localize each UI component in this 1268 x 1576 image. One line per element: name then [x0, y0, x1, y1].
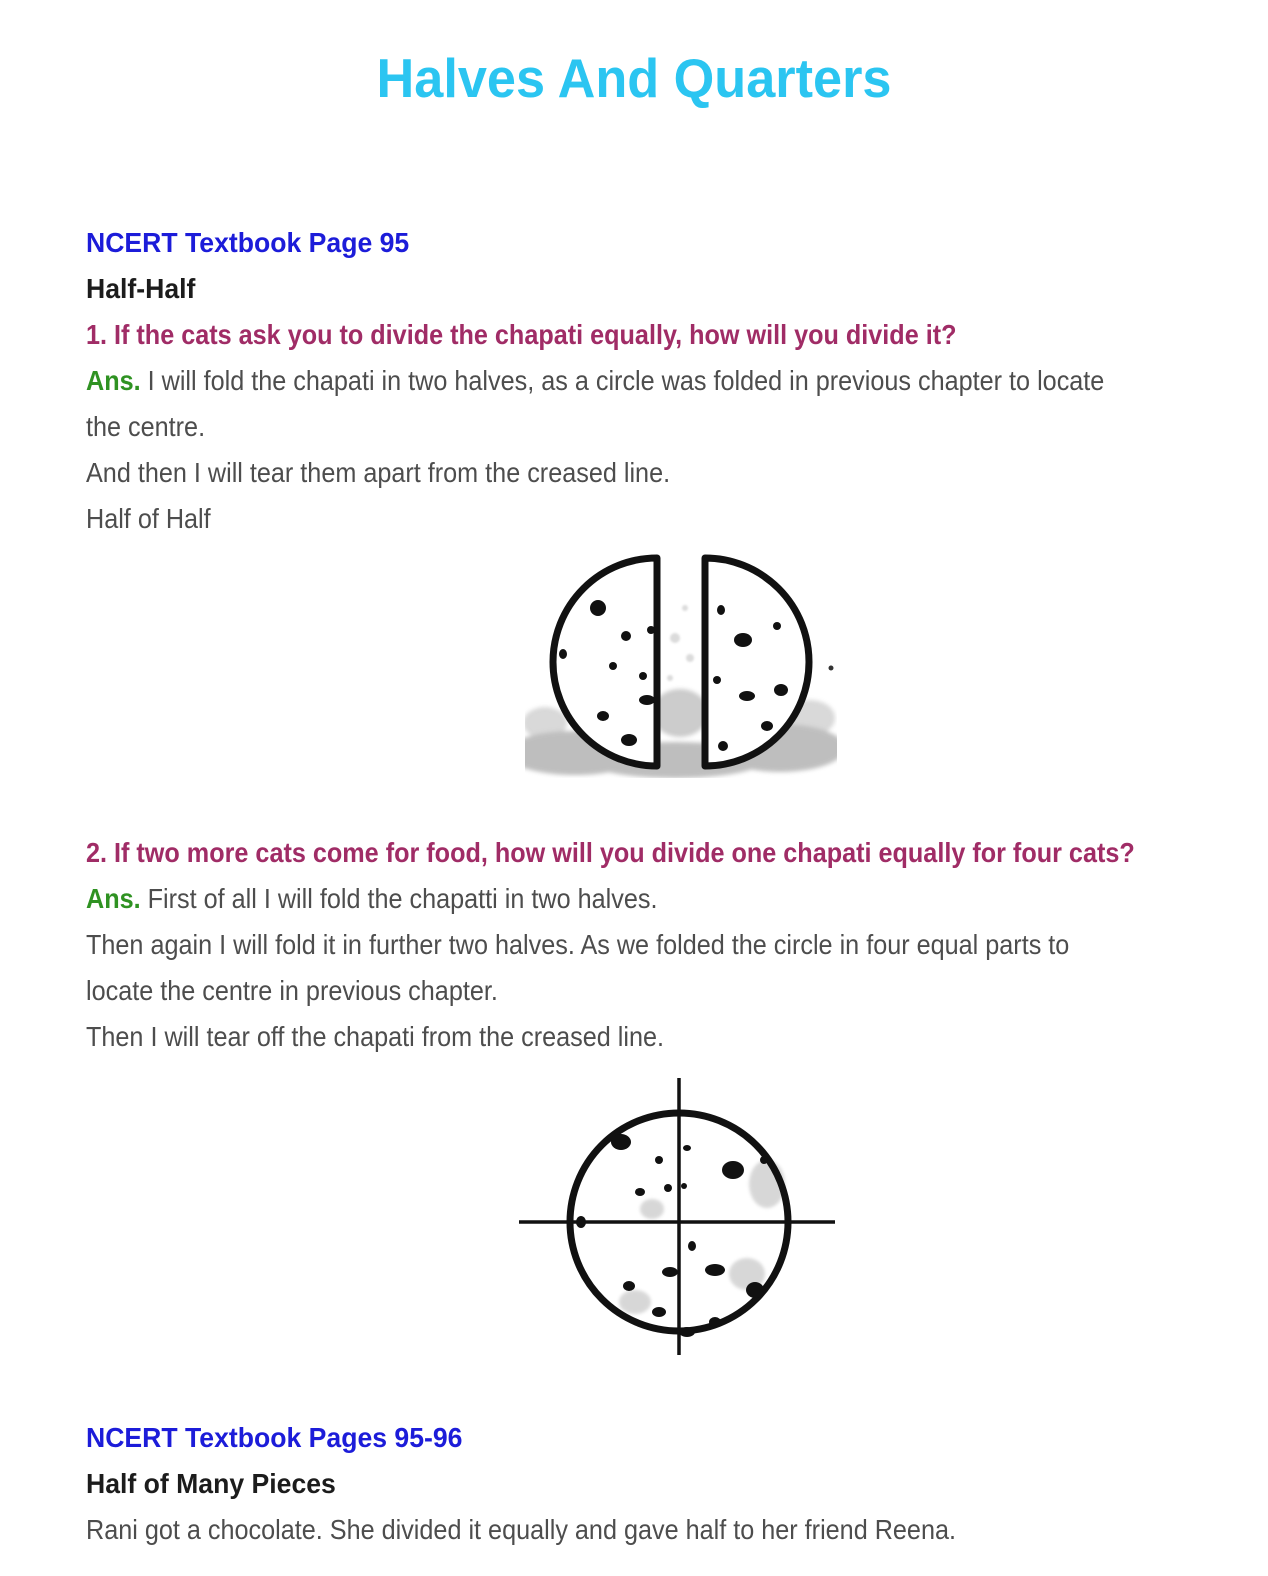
answer-2-text: First of all I will fold the chapatti in two halves. — [147, 883, 658, 914]
answer-label: Ans. — [86, 883, 141, 914]
textbook-page-reference-2: NCERT Textbook Pages 95-96 — [86, 1422, 463, 1453]
page-title: Halves And Quarters — [376, 47, 892, 109]
answer-1-text: I will fold the chapati in two halves, as a circle was folded in previous chapter to locate — [147, 365, 1105, 396]
answer-2-line-4: Then I will tear off the chapati from the creased line. — [86, 1021, 665, 1052]
topic-heading-half-of-many-pieces: Half of Many Pieces — [86, 1468, 336, 1499]
textbook-page-reference-1: NCERT Textbook Page 95 — [86, 227, 410, 258]
answer-1-line-2: the centre. — [86, 411, 206, 442]
answer-1-line-1 — [86, 358, 1114, 404]
topic-heading-half-half: Half-Half — [86, 273, 196, 304]
question-2: 2. If two more cats come for food, how will you divide one chapati equally for four cats? — [86, 837, 1135, 868]
question-1: 1. If the cats ask you to divide the chapati equally, how will you divide it? — [86, 319, 957, 350]
answer-2-line-1 — [86, 876, 1114, 922]
answer-2-line-2: Then again I will fold it in further two halves. As we folded the circle in four equal parts to — [86, 929, 1070, 960]
figure-chapati-four-quarters — [517, 1074, 837, 1359]
answer-label: Ans. — [86, 365, 141, 396]
figure-chapati-two-halves — [525, 548, 837, 778]
answer-2-line-3: locate the centre in previous chapter. — [86, 975, 498, 1006]
answer-1-line-3: And then I will tear them apart from the creased line. — [86, 457, 671, 488]
section-2-body-text: Rani got a chocolate. She divided it equally and gave half to her friend Reena. — [86, 1514, 956, 1545]
answer-1-line-4: Half of Half — [86, 503, 211, 534]
page-content — [0, 220, 1268, 1553]
